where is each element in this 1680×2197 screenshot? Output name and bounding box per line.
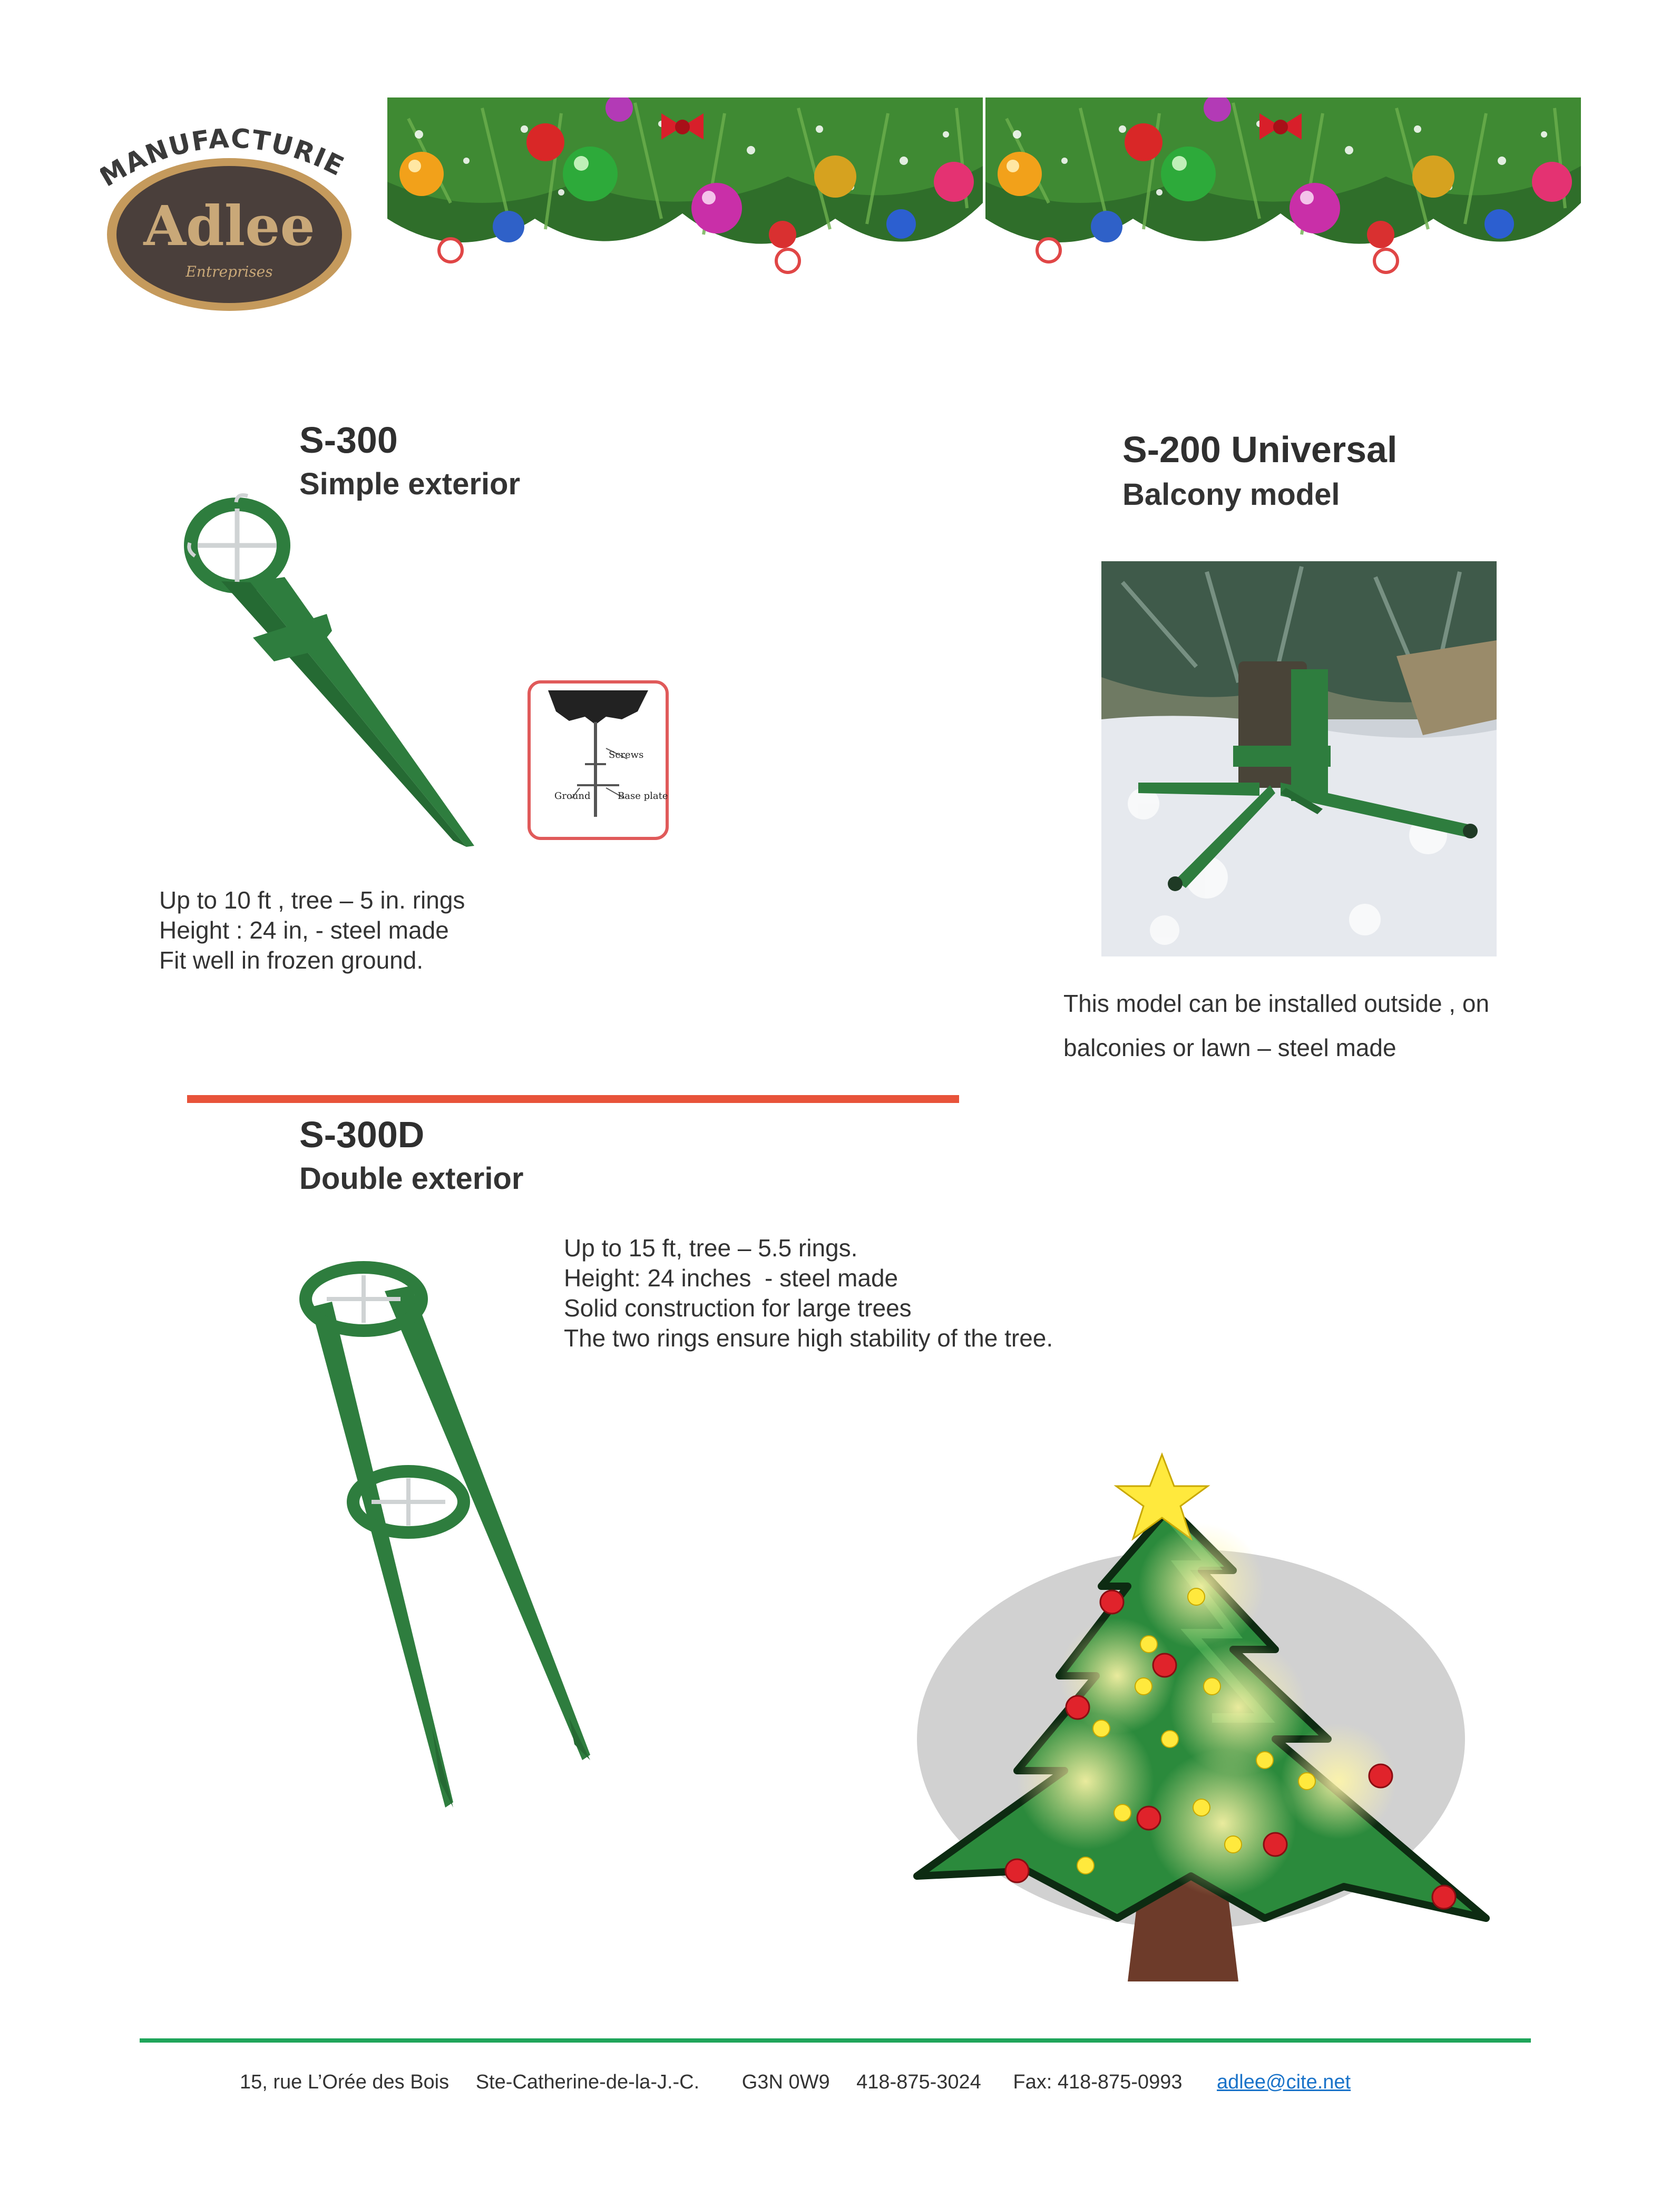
svg-text:MANUFACTURIER: ANUFACTURIE — [120, 123, 349, 182]
s300-diagram — [527, 680, 669, 841]
s300d-description — [564, 1233, 1053, 1353]
christmas-tree-illustration — [896, 1412, 1507, 1992]
adlee-logo — [100, 103, 358, 324]
s300-line-3: Fit well in frozen ground. — [159, 946, 424, 974]
s300d-line-4: The two rings ensure high stability of the tree. — [564, 1324, 1053, 1352]
s300-code: S-300 — [299, 419, 398, 461]
s300d-stake-image — [295, 1254, 601, 1813]
christmas-garland-banner — [387, 97, 1581, 279]
svg-text:Adlee: Adlee — [143, 193, 315, 258]
s300d-code: S-300D — [299, 1114, 425, 1155]
s300d-subtitle: Double exterior — [299, 1161, 524, 1196]
footer-contact — [240, 2071, 1351, 2094]
s300-stake-image — [158, 493, 495, 851]
s200-line-1: This model can be installed outside , on — [1063, 990, 1490, 1017]
footer-postal: G3N 0W9 — [741, 2071, 830, 2093]
s200-subtitle: Balcony model — [1122, 477, 1340, 512]
footer-divider — [140, 2038, 1531, 2043]
footer-address: 15, rue L’Orée des Bois — [240, 2071, 450, 2093]
s300d-line-2: Height: 24 inches - steel made — [564, 1264, 898, 1292]
diagram-label-ground: Ground — [554, 790, 591, 802]
s300-line-1: Up to 10 ft , tree – 5 in. rings — [159, 886, 465, 914]
section-divider — [187, 1095, 959, 1103]
s300d-line-1: Up to 15 ft, tree – 5.5 rings. — [564, 1234, 858, 1262]
diagram-label-screws: Screws — [609, 749, 644, 760]
footer-email-link[interactable]: adlee@cite.net — [1217, 2071, 1351, 2093]
s200-description — [1063, 981, 1538, 1070]
s300-heading — [299, 419, 521, 501]
s300-line-2: Height : 24 in, - steel made — [159, 916, 449, 944]
s200-code: S-200 Universal — [1122, 429, 1398, 470]
diagram-label-base-plate: Base plate — [618, 790, 668, 802]
s300d-heading — [299, 1116, 523, 1194]
svg-text:Entreprises: Entreprises — [185, 263, 273, 280]
footer-fax: Fax: 418-875-0993 — [1013, 2071, 1183, 2093]
s300-description — [159, 885, 465, 975]
s200-stand-photo — [1101, 561, 1497, 956]
footer-city: Ste-Catherine-de-la-J.-C. — [475, 2071, 700, 2093]
footer-phone: 418-875-3024 — [856, 2071, 981, 2093]
s300d-line-3: Solid construction for large trees — [564, 1294, 912, 1322]
s300-subtitle: Simple exterior — [299, 467, 521, 501]
s200-heading — [1122, 431, 1397, 510]
s200-line-2: balconies or lawn – steel made — [1063, 1034, 1396, 1061]
